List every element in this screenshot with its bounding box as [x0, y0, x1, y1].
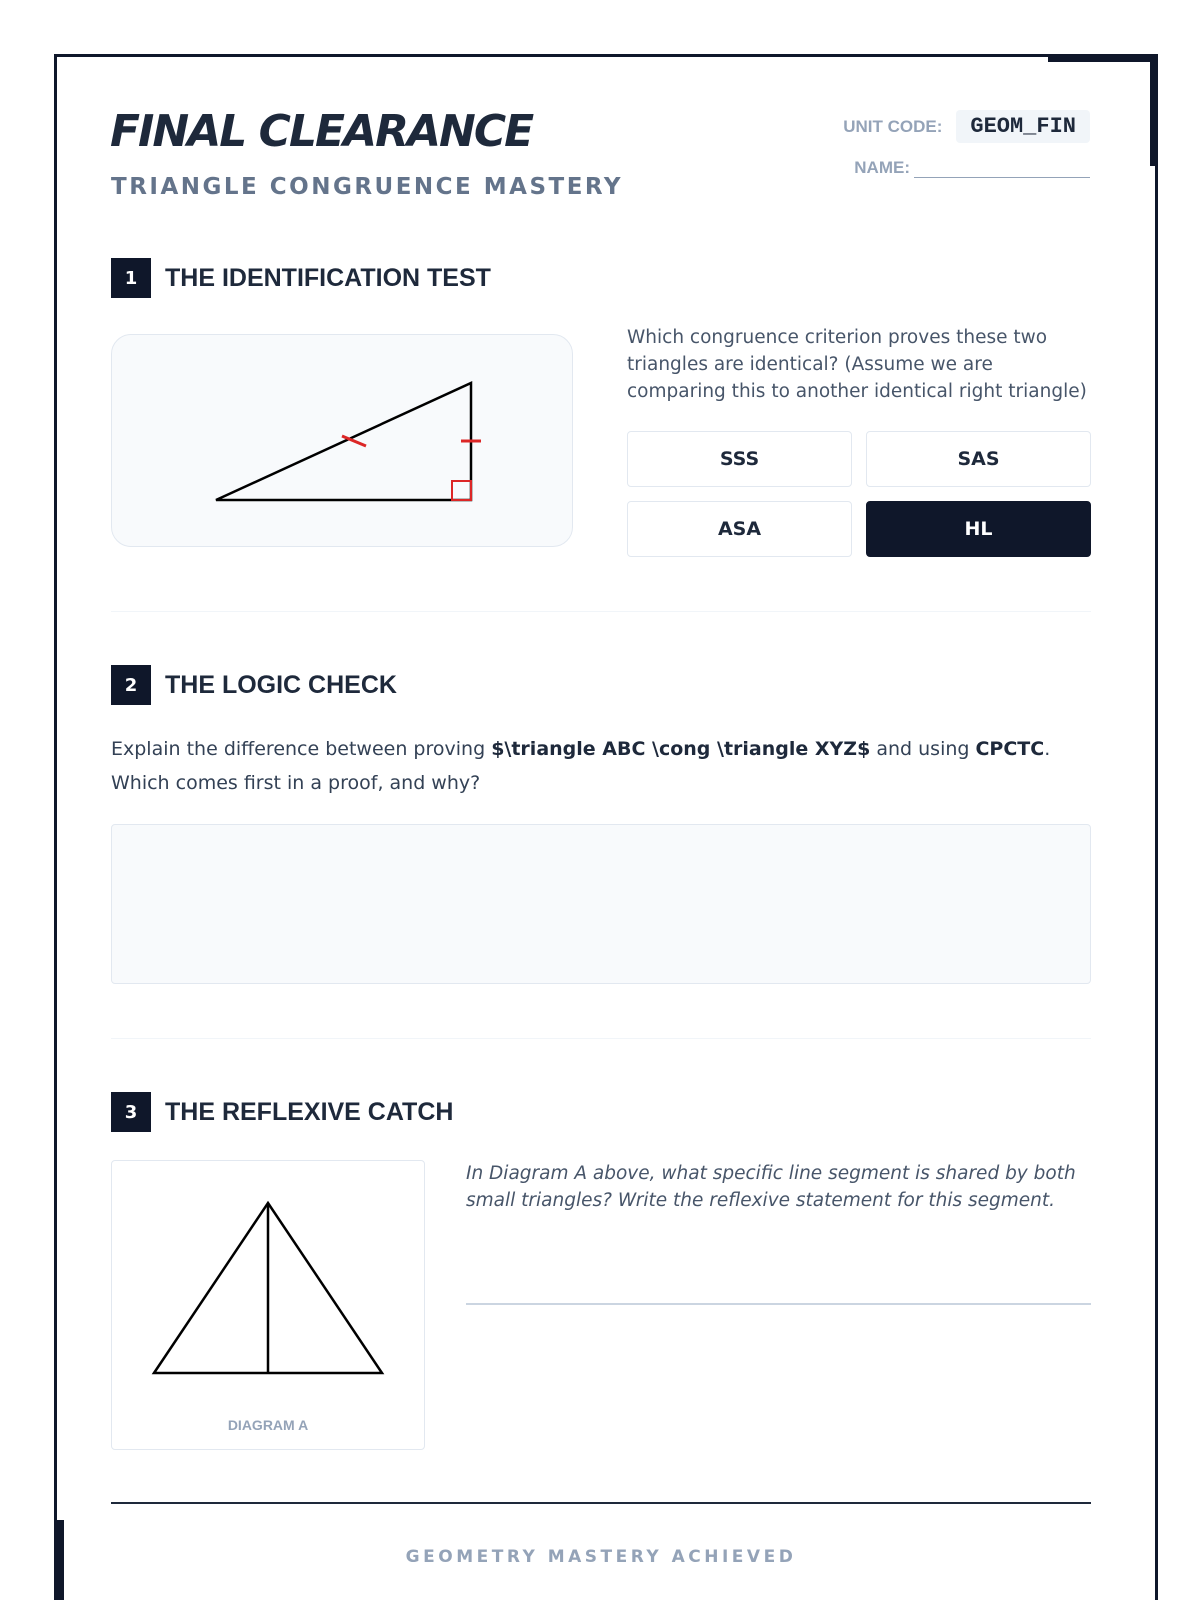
section-number: 1 [111, 258, 151, 298]
section-number: 3 [111, 1092, 151, 1132]
question-text: . Which comes first in a proof, and why? [111, 738, 1051, 794]
name-label: NAME: [854, 158, 910, 177]
section-3-question: In Diagram A above, what specific line segment is shared by both small triangles? Write the reflexive statement for this segment. [466, 1163, 1076, 1211]
right-triangle-figure [111, 334, 573, 547]
question-text: Explain the difference between proving [111, 738, 492, 760]
worksheet-title: FINAL CLEARANCE [110, 106, 533, 157]
worksheet-subtitle: TRIANGLE CONGRUENCE MASTERY [111, 174, 624, 200]
footer-text: GEOMETRY MASTERY ACHIEVED [405, 1547, 797, 1567]
section-divider [111, 1038, 1091, 1039]
option-sas-button[interactable]: SAS [866, 431, 1091, 487]
diagram-caption: DIAGRAM A [227, 1417, 309, 1433]
section-divider [111, 611, 1091, 612]
answer-textarea[interactable] [111, 824, 1091, 984]
question-cpctc-term: CPCTC [975, 738, 1045, 760]
name-field[interactable] [914, 160, 1090, 178]
diagram-a-figure [111, 1160, 425, 1450]
option-asa-button[interactable]: ASA [627, 501, 852, 557]
unit-code-row [843, 110, 1090, 143]
footer-rule [111, 1502, 1091, 1504]
right-triangle-diagram [112, 335, 574, 548]
diagram-a [112, 1161, 426, 1411]
section-2-question [111, 732, 1101, 800]
option-sss-button[interactable]: SSS [627, 431, 852, 487]
section-title: THE REFLEXIVE CATCH [165, 1097, 454, 1126]
section-1-question: Which congruence criterion proves these two triangles are identical? (Assume we are comparing this to another identical right triangle) [627, 327, 1087, 402]
question-text: and using [870, 738, 976, 760]
unit-code-badge: GEOM_FIN [956, 110, 1090, 143]
section-2-heading [111, 665, 397, 705]
right-angle-marker [452, 481, 471, 500]
section-3-heading [111, 1092, 453, 1132]
name-row [854, 158, 1090, 178]
right-triangle-shape [216, 383, 471, 500]
answer-line[interactable] [466, 1303, 1091, 1305]
corner-accent-bottom-left [54, 1520, 64, 1600]
section-title: THE IDENTIFICATION TEST [165, 263, 491, 292]
section-1-heading [111, 258, 491, 298]
section-number: 2 [111, 665, 151, 705]
unit-code-label: UNIT CODE: [843, 116, 943, 136]
question-math-term: $\triangle ABC \cong \triangle XYZ$ [491, 738, 871, 760]
section-title: THE LOGIC CHECK [165, 670, 397, 699]
option-hl-button[interactable]: HL [866, 501, 1091, 557]
